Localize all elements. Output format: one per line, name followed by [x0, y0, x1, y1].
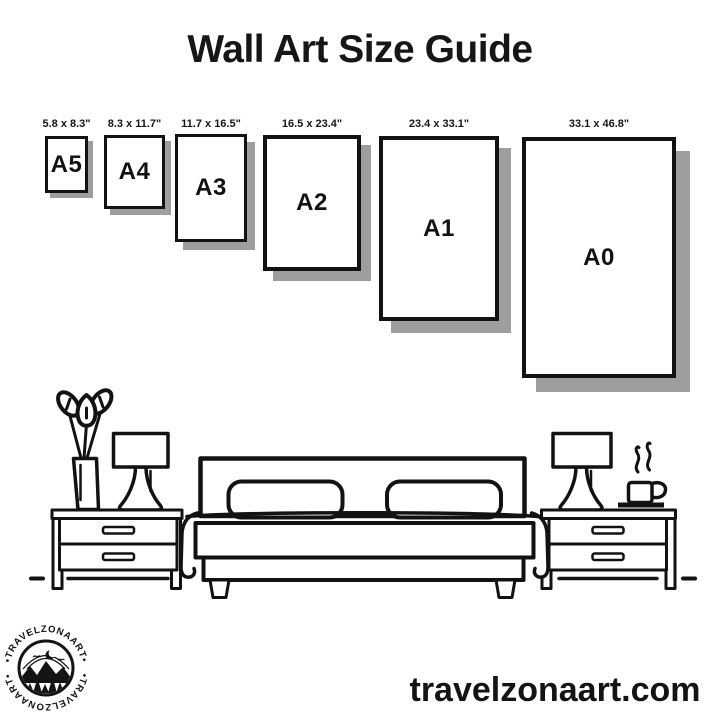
size-label-a4: 8.3 x 11.7": [107, 118, 162, 130]
paper-code-a1: A1: [423, 214, 455, 242]
size-label-a2: 16.5 x 23.4": [281, 118, 343, 130]
paper-frame-a2: [263, 135, 361, 271]
paper-code-a3: A3: [195, 174, 227, 201]
size-label-a1: 23.4 x 33.1": [408, 118, 470, 130]
brand-ring-top: •TRAVELZONAART•: [2, 623, 90, 664]
bedroom-illustration: [0, 378, 720, 610]
nightstand-left-icon: [52, 510, 182, 589]
paper-code-a4: A4: [118, 158, 151, 185]
lamp-left-icon: [114, 434, 169, 511]
coffee-cup-icon: [618, 443, 666, 505]
paper-code-a5: A5: [50, 150, 83, 178]
page-title: Wall Art Size Guide: [187, 28, 533, 71]
size-label-a5: 5.8 x 8.3": [42, 118, 91, 130]
paper-frame-a5: [45, 136, 88, 193]
website-url: travelzonaart.com: [409, 671, 701, 709]
lamp-right-icon: [553, 434, 611, 511]
size-label-a0: 33.1 x 46.8": [568, 118, 630, 130]
size-label-a3: 11.7 x 16.5": [181, 118, 241, 130]
paper-frame-a3: [175, 134, 247, 242]
paper-frame-a0: [522, 137, 676, 378]
paper-code-a0: A0: [583, 243, 615, 271]
brand-ring-bottom: •TRAVELZONAART•: [2, 672, 90, 713]
paper-code-a2: A2: [296, 189, 328, 216]
nightstand-right-icon: [542, 510, 676, 589]
plant-icon: [54, 386, 116, 509]
paper-frame-a4: [104, 135, 165, 209]
brand-logo-badge: [0, 621, 92, 715]
paper-frame-a1: [379, 136, 499, 321]
bed-icon: [181, 459, 548, 598]
